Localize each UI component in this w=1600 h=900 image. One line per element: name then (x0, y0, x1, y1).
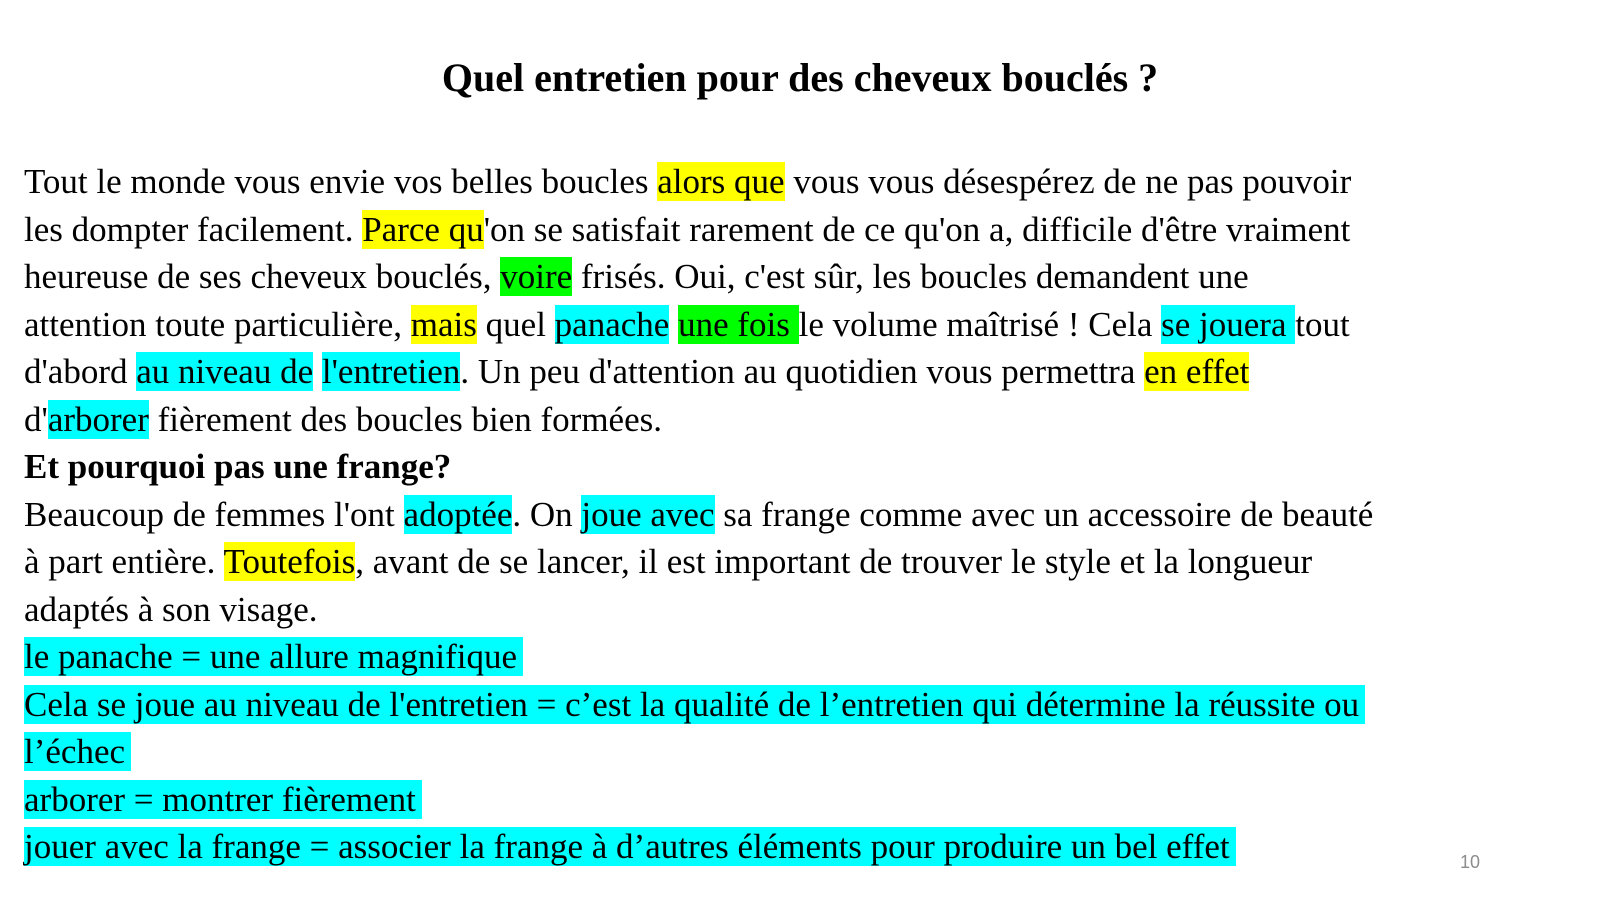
highlight-connector: mais (410, 304, 477, 344)
text-run: Beaucoup de femmes l'ont (24, 494, 404, 534)
paragraph-line (24, 206, 1564, 254)
paragraph-line (24, 348, 1564, 396)
text-run: quel (476, 304, 555, 344)
text-run: , avant de se lancer, il est important de trouver le style et la longueur (355, 542, 1313, 581)
text-run: fièrement des boucles bien formées. (148, 399, 662, 439)
text-run: le volume maîtrisé ! Cela (798, 304, 1162, 344)
text-run: vous vous désespérez de ne pas pouvoir (784, 162, 1352, 201)
text-run: frisés. Oui, c'est sûr, les boucles demandent une (572, 257, 1249, 296)
highlight-vocabulary: joue avec (581, 494, 715, 534)
text-run: 'on se satisfait rarement de ce qu'on a, difficile d'être vraiment (483, 209, 1351, 249)
highlight-vocabulary: panache (554, 304, 670, 344)
highlight-vocabulary: l'entretien (321, 352, 461, 391)
paragraph-line (24, 396, 1564, 444)
page-number: 10 (1460, 852, 1481, 872)
text-run: . On (512, 494, 582, 534)
slide-title: Quel entretien pour des cheveux bouclés ? (441, 55, 1159, 100)
paragraph-line (24, 253, 1564, 301)
text-run: les dompter facilement. (24, 209, 363, 249)
text-run: adaptés à son visage. (24, 589, 318, 629)
text-run: tout (1295, 304, 1350, 344)
definition-line (24, 823, 1564, 871)
text-run: à part entière. (24, 542, 224, 581)
highlight-connector: alors que (657, 162, 785, 201)
highlight-nuance: une fois (678, 304, 799, 344)
definition-text: arborer = montrer fièrement (24, 780, 422, 819)
slide-body (24, 158, 1564, 871)
paragraph-line (24, 158, 1564, 206)
highlight-connector: en effet (1144, 352, 1250, 391)
definition-text: l’échec (24, 732, 131, 771)
text-run: sa frange comme avec un accessoire de beauté (714, 494, 1374, 534)
text-run: Tout le monde vous envie vos belles boucles (24, 162, 658, 201)
text-run: d' (24, 399, 48, 439)
definition-line (24, 728, 1564, 776)
definition-line (24, 633, 1564, 681)
definition-text: Cela se joue au niveau de l'entretien = c’est la qualité de l’entretien qui détermine la réussite ou (24, 685, 1365, 724)
text-run: attention toute particulière, (24, 304, 411, 344)
definition-line (24, 776, 1564, 824)
definition-line (24, 681, 1564, 729)
text-run: heureuse de ses cheveux bouclés, (24, 257, 501, 296)
highlight-vocabulary: se jouera (1161, 304, 1296, 344)
highlight-connector: Parce qu (362, 209, 484, 249)
definition-text: jouer avec la frange = associer la frange à d’autres éléments pour produire un bel effet (24, 827, 1236, 866)
highlight-connector: Toutefois (223, 542, 356, 581)
paragraph-line (24, 491, 1564, 539)
paragraph-line (24, 538, 1564, 586)
highlight-nuance: voire (500, 257, 573, 296)
highlight-vocabulary: au niveau de (136, 352, 314, 391)
section-heading: Et pourquoi pas une frange? (24, 447, 452, 486)
highlight-vocabulary: adoptée (403, 494, 513, 534)
definition-text: le panache = une allure magnifique (24, 637, 523, 676)
paragraph-line (24, 586, 1564, 634)
text-run: d'abord (24, 352, 137, 391)
paragraph-line (24, 301, 1564, 349)
text-run: . Un peu d'attention au quotidien vous permettra (460, 352, 1145, 391)
highlight-vocabulary: arborer (47, 399, 149, 439)
